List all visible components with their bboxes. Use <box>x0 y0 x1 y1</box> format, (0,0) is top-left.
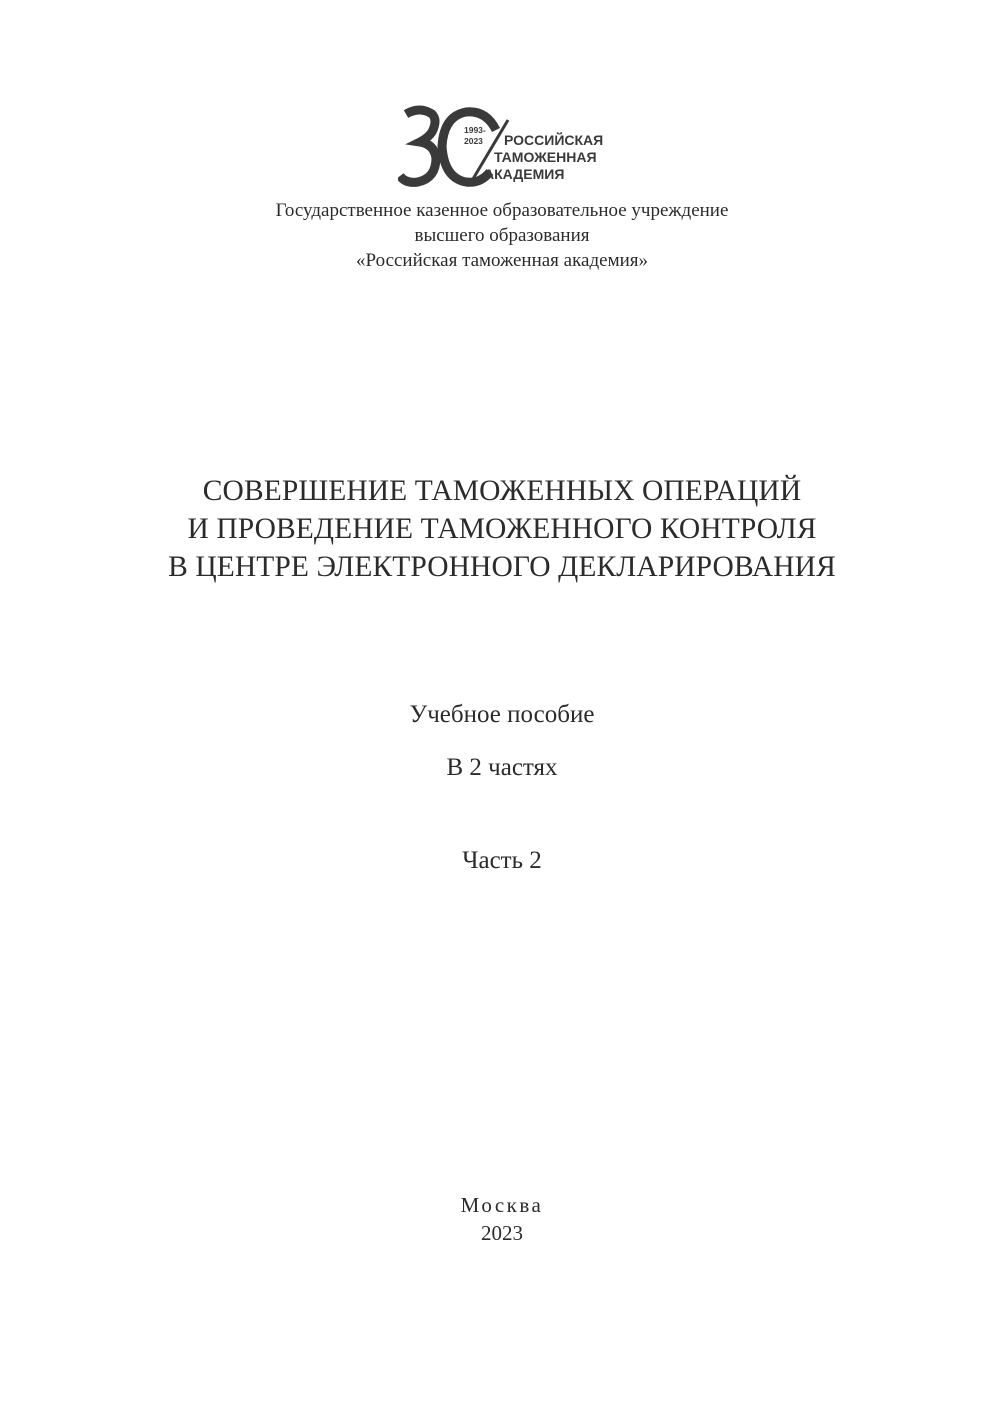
publication-parts: В 2 частях <box>446 754 558 781</box>
logo-year-end: 2023 <box>464 136 483 146</box>
logo-year-start: 1993- <box>464 125 486 135</box>
publication-type: Учебное пособие <box>409 701 595 728</box>
book-title <box>0 472 1004 586</box>
imprint-year: 2023 <box>481 1221 523 1245</box>
institution-line-2: высшего образования <box>414 225 590 246</box>
academy-logo <box>398 104 610 190</box>
imprint-city: Москва <box>460 1193 544 1217</box>
institution-line-3: «Российская таможенная академия» <box>356 250 648 271</box>
title-line-3: В ЦЕНТРЕ ЭЛЕКТРОННОГО ДЕКЛАРИРОВАНИЯ <box>168 551 836 583</box>
publication-part: Часть 2 <box>462 847 542 874</box>
institution-block <box>0 198 1004 273</box>
institution-line-1: Государственное казенное образовательное учреждение <box>275 200 729 221</box>
logo-line-1: РОССИЙСКАЯ <box>504 132 604 148</box>
title-line-1: СОВЕРШЕНИЕ ТАМОЖЕННЫХ ОПЕРАЦИЙ <box>202 475 802 507</box>
title-line-2: И ПРОВЕДЕНИЕ ТАМОЖЕННОГО КОНТРОЛЯ <box>187 513 817 545</box>
logo-line-2: ТАМОЖЕННАЯ <box>494 149 597 165</box>
logo-line-3: АКАДЕМИЯ <box>484 166 565 182</box>
